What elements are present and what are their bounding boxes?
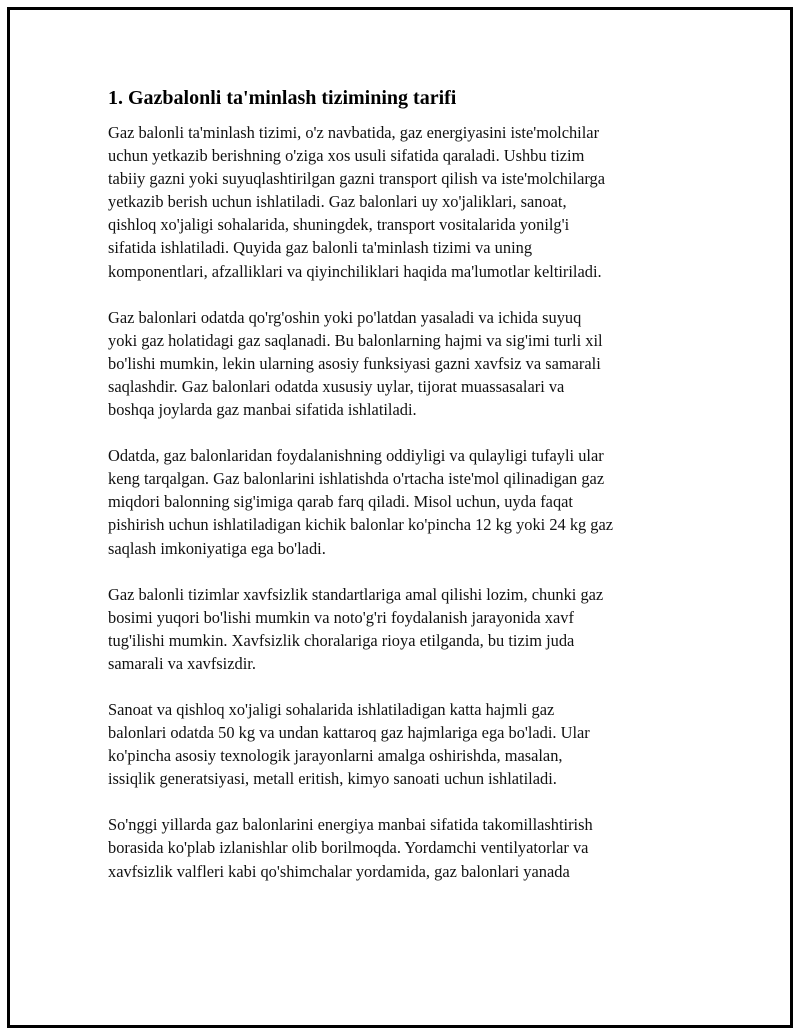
section-heading: 1. Gazbalonli ta'minlash tizimining tarifi: [108, 87, 457, 109]
paragraph-1: [108, 121, 698, 283]
text-line: yetkazib berish uchun ishlatiladi. Gaz balonlari uy xo'jaliklari, sanoat,: [108, 192, 567, 212]
text-line: komponentlari, afzalliklari va qiyinchiliklari haqida ma'lumotlar keltiriladi.: [108, 261, 602, 281]
text-line: So'nggi yillarda gaz balonlarini energiya manbai sifatida takomillashtirish: [108, 815, 593, 835]
text-line: samarali va xavfsizdir.: [108, 653, 256, 673]
text-line: miqdori balonning sig'imiga qarab farq qiladi. Misol uchun, uyda faqat: [108, 492, 573, 512]
text-line: sifatida ishlatiladi. Quyida gaz balonli ta'minlash tizimi va uning: [108, 238, 533, 258]
paragraph-2: [108, 306, 698, 421]
text-line: saqlash imkoniyatiga ega bo'ladi.: [108, 538, 326, 558]
text-line: Gaz balonli tizimlar xavfsizlik standartlariga amal qilishi lozim, chunki gaz: [108, 584, 604, 604]
text-line: Sanoat va qishloq xo'jaligi sohalarida ishlatiladigan katta hajmli gaz: [108, 699, 555, 719]
text-line: uchun yetkazib berishning o'ziga xos usuli sifatida qaraladi. Ushbu tizim: [108, 146, 585, 166]
text-line: tabiiy gazni yoki suyuqlashtirilgan gazni transport qilish va iste'molchilarga: [108, 169, 606, 189]
text-line: yoki gaz holatidagi gaz saqlanadi. Bu balonlarning hajmi va sig'imi turli xil: [108, 330, 603, 350]
text-line: borasida ko'plab izlanishlar olib borilmoqda. Yordamchi ventilyatorlar va: [108, 838, 589, 858]
paragraph-3: [108, 444, 698, 559]
text-line: tug'ilishi mumkin. Xavfsizlik choralariga rioya etilganda, bu tizim juda: [108, 630, 575, 650]
text-line: bo'lishi mumkin, lekin ularning asosiy funksiyasi gazni xavfsiz va samarali: [108, 353, 601, 373]
text-line: issiqlik generatsiyasi, metall eritish, kimyo sanoati uchun ishlatiladi.: [108, 769, 557, 789]
paragraph-6: [108, 813, 698, 882]
text-line: Gaz balonli ta'minlash tizimi, o'z navbatida, gaz energiyasini iste'molchilar: [108, 123, 600, 142]
text-line: boshqa joylarda gaz manbai sifatida ishlatiladi.: [108, 400, 417, 420]
text-line: ko'pincha asosiy texnologik jarayonlarni amalga oshirishda, masalan,: [108, 746, 563, 766]
paragraph-5: [108, 698, 698, 790]
paragraph-4: [108, 583, 698, 675]
text-line: keng tarqalgan. Gaz balonlarini ishlatishda o'rtacha iste'mol qilinadigan gaz: [108, 469, 605, 489]
text-line: bosimi yuqori bo'lishi mumkin va noto'g'ri foydalanish jarayonida xavf: [108, 607, 574, 627]
text-line: pishirish uchun ishlatiladigan kichik balonlar ko'pincha 12 kg yoki 24 kg gaz: [108, 515, 614, 535]
text-line: saqlashdir. Gaz balonlari odatda xususiy uylar, tijorat muassasalari va: [108, 376, 565, 396]
text-line: Odatda, gaz balonlaridan foydalanishning oddiyligi va qulayligi tufayli ular: [108, 446, 604, 466]
text-line: xavfsizlik valfleri kabi qo'shimchalar yordamida, gaz balonlari yanada: [108, 861, 570, 881]
document-body: [108, 84, 698, 906]
text-line: qishloq xo'jaligi sohalarida, shuningdek, transport vositalarida yonilg'i: [108, 215, 570, 235]
text-line: balonlari odatda 50 kg va undan kattaroq gaz hajmlariga ega bo'ladi. Ular: [108, 723, 590, 743]
text-line: Gaz balonlari odatda qo'rg'oshin yoki po'latdan yasaladi va ichida suyuq: [108, 307, 582, 327]
